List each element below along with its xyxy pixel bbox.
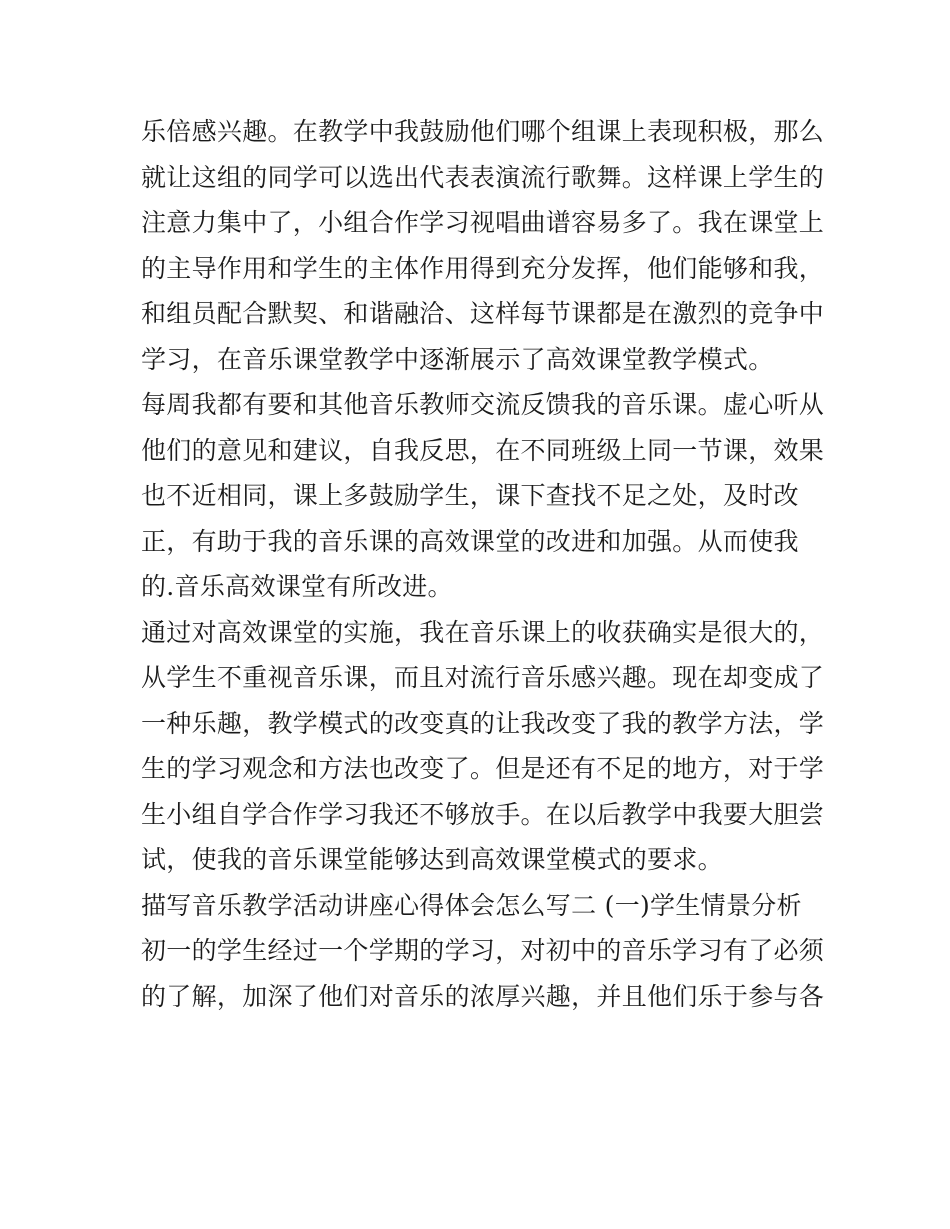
text-line: 学习，在音乐课堂教学中逐渐展示了高效课堂教学模式。	[141, 344, 774, 374]
document-body	[141, 109, 825, 1019]
text-line: 通过对高效课堂的实施，我在音乐课上的收获确实是很大的，	[141, 617, 825, 647]
text-line: 也不近相同，课上多鼓励学生，课下查找不足之处，及时改	[141, 481, 799, 510]
text-line: 试，使我的音乐课堂能够达到高效课堂模式的要求。	[141, 845, 723, 874]
text-line: 从学生不重视音乐课，而且对流行音乐感兴趣。现在却变成了	[141, 663, 825, 692]
text-line: 他们的意见和建议，自我反思，在不同班级上同一节课，效果	[141, 435, 825, 465]
text-line: 的主导作用和学生的主体作用得到充分发挥，他们能够和我，	[141, 253, 825, 283]
text-line: 生的学习观念和方法也改变了。但是还有不足的地方，对于学	[141, 754, 825, 783]
text-line: 乐倍感兴趣。在教学中我鼓励他们哪个组课上表现积极，那么	[141, 117, 825, 146]
text-line: 初一的学生经过一个学期的学习，对初中的音乐学习有了必须	[141, 936, 825, 965]
section-heading-line: 描写音乐教学活动讲座心得体会怎么写二 (一)学生情景分析	[141, 890, 802, 920]
text-line: 注意力集中了，小组合作学习视唱曲谱容易多了。我在课堂上	[141, 208, 825, 237]
text-line: 就让这组的同学可以选出代表表演流行歌舞。这样课上学生的	[141, 162, 825, 192]
text-line: 和组员配合默契、和谐融洽、这样每节课都是在激烈的竞争中	[141, 299, 825, 328]
text-line: 每周我都有要和其他音乐教师交流反馈我的音乐课。虚心听从	[141, 390, 825, 419]
text-line: 的.音乐高效课堂有所改进。	[141, 572, 453, 601]
text-line: 生小组自学合作学习我还不够放手。在以后教学中我要大胆尝	[141, 799, 825, 829]
text-line: 一种乐趣，教学模式的改变真的让我改变了我的教学方法，学	[141, 708, 825, 738]
text-line: 正，有助于我的音乐课的高效课堂的改进和加强。从而使我	[141, 526, 799, 556]
text-line: 的了解，加深了他们对音乐的浓厚兴趣，并且他们乐于参与各	[141, 981, 825, 1011]
